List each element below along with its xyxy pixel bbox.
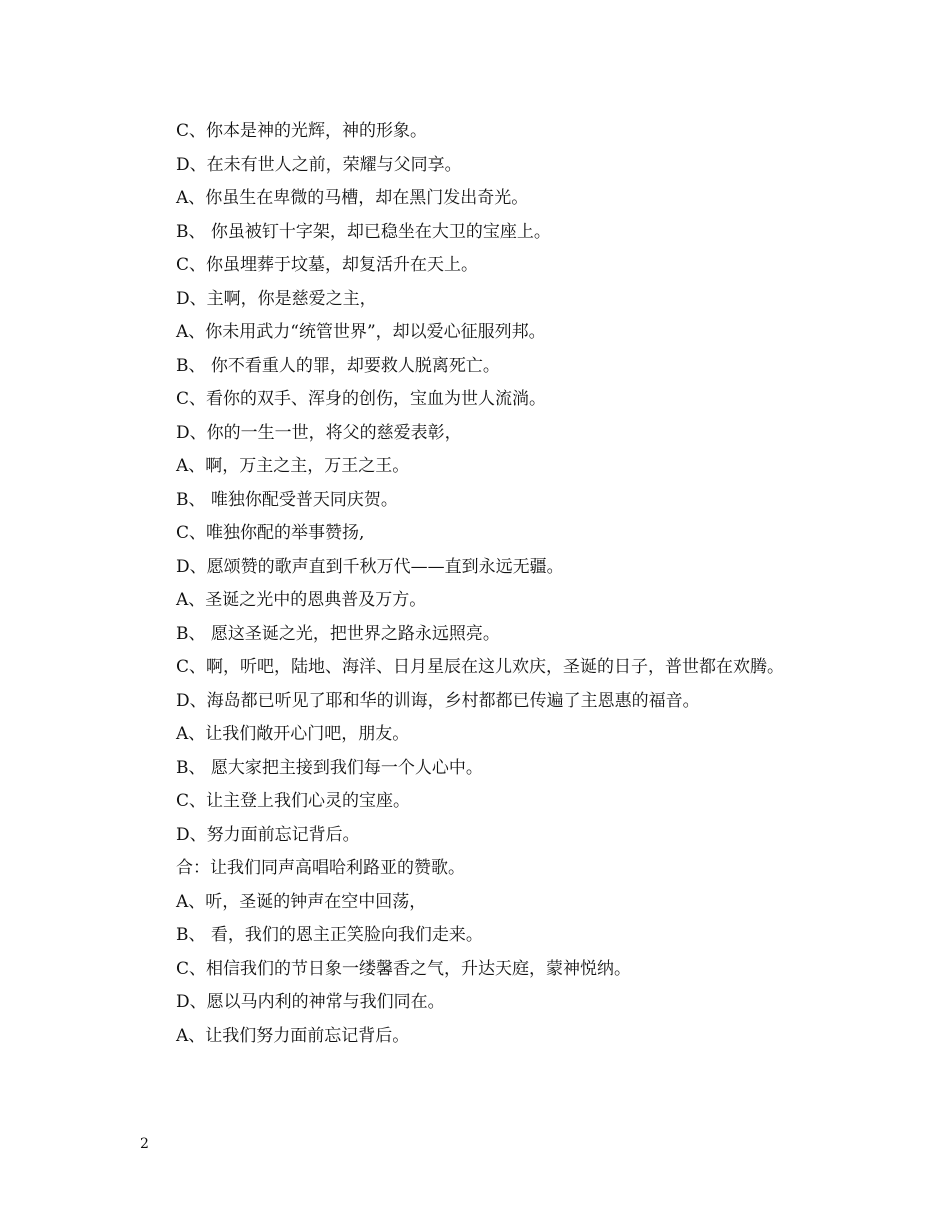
paragraph: D、海岛都已听见了耶和华的训诲，乡村都都已传遍了主恩惠的福音。 — [176, 690, 700, 711]
paragraph: C、你本是神的光辉，神的形象。 — [176, 121, 428, 141]
paragraph: D、主啊，你是慈爱之主， — [176, 288, 377, 309]
paragraph: B、 唯独你配受普天同庆贺。 — [176, 489, 398, 510]
paragraph: B、 你虽被钉十字架，却已稳坐在大卫的宝座上。 — [176, 221, 551, 242]
paragraph: C、你虽埋葬于坟墓，却复活升在天上。 — [176, 255, 479, 275]
paragraph: D、努力面前忘记背后。 — [176, 824, 360, 845]
paragraph: C、啊，听吧，陆地、海洋、日月星辰在这儿欢庆，圣诞的日子，普世都在欢腾。 — [176, 657, 785, 677]
paragraph: C、让主登上我们心灵的宝座。 — [176, 791, 411, 811]
paragraph: D、愿颂赞的歌声直到千秋万代——直到永远无疆。 — [176, 556, 564, 577]
paragraph: A、你虽生在卑微的马槽，却在黑门发出奇光。 — [176, 188, 529, 208]
paragraph: A、啊，万主之主，万王之王。 — [176, 456, 410, 476]
paragraph: C、相信我们的节日象一缕馨香之气，升达天庭，蒙神悦纳。 — [176, 958, 632, 979]
paragraph: B、 愿大家把主接到我们每一个人心中。 — [176, 757, 483, 778]
paragraph: C、唯独你配的举事赞扬, — [176, 523, 365, 543]
paragraph: A、圣诞之光中的恩典普及万方。 — [176, 590, 427, 610]
paragraph: D、愿以马内利的神常与我们同在。 — [176, 992, 445, 1012]
paragraph: B、 你不看重人的罪，却要救人脱离死亡。 — [176, 355, 500, 376]
paragraph: B、 看，我们的恩主正笑脸向我们走来。 — [176, 925, 483, 945]
paragraph: D、你的一生一世，将父的慈爱表彰， — [176, 422, 462, 443]
paragraph: A、听，圣诞的钟声在空中回荡， — [176, 891, 427, 912]
paragraph: B、 愿这圣诞之光，把世界之路永远照亮。 — [176, 623, 500, 644]
paragraph: A、让我们努力面前忘记背后。 — [176, 1025, 410, 1046]
page-number: 2 — [140, 1136, 149, 1152]
paragraph: A、你未用武力“统管世界”，却以爱心征服列邦。 — [176, 322, 546, 342]
paragraph: C、看你的双手、浑身的创伤，宝血为世人流淌。 — [176, 389, 547, 409]
document-body — [140, 115, 820, 1053]
paragraph: 合：让我们同声高唱哈利路亚的赞歌。 — [176, 858, 465, 878]
paragraph: A、让我们敞开心门吧，朋友。 — [176, 724, 410, 744]
paragraph: D、在未有世人之前，荣耀与父同享。 — [176, 154, 462, 175]
